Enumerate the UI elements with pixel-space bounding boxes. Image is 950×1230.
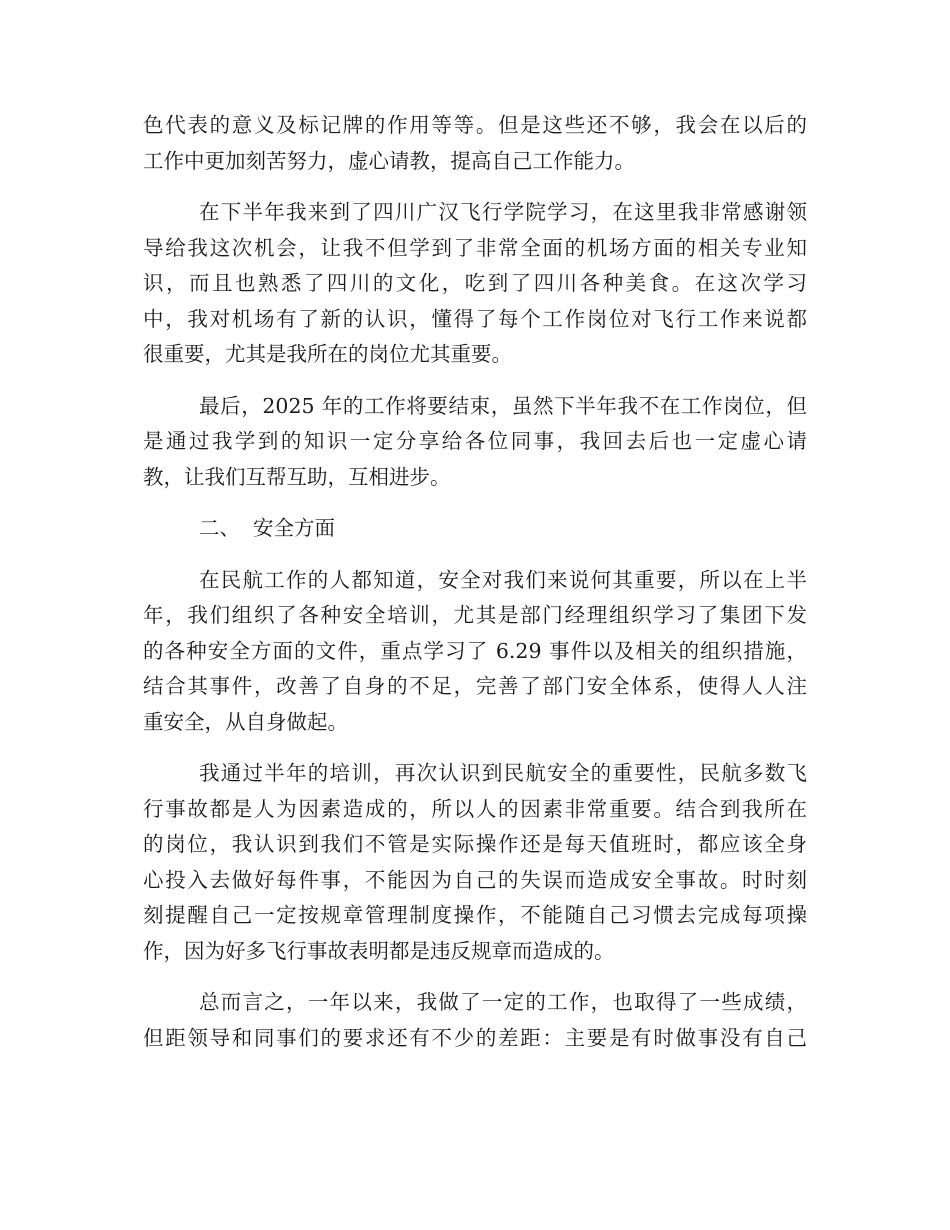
text-line: 导给我这次机会，让我不但学到了非常全面的机场方面的相关专业知 <box>143 235 807 260</box>
text-line: 工作中更加刻苦努力，虚心请教，提高自己工作能力。 <box>143 148 635 173</box>
paragraph <box>143 195 807 373</box>
text-line: 结合其事件，改善了自身的不足，完善了部门安全体系，使得人人注 <box>143 674 807 698</box>
text-line: 但距领导和同事们的要求还有不少的差距：主要是有时做事没有自己 <box>143 1025 807 1050</box>
document-body <box>143 108 807 1072</box>
text-line: 行事故都是人为因素造成的，所以人的因素非常重要。结合到我所在 <box>143 796 807 821</box>
text-line: 作，因为好多飞行事故表明都是违反规章而造成的。 <box>143 938 615 963</box>
text-line: 年，我们组织了各种安全培训，尤其是部门经理组织学习了集团下发 <box>143 603 807 627</box>
paragraph <box>143 563 807 741</box>
text-line: 识，而且也熟悉了四川的文化，吃到了四川各种美食。在这次学习 <box>143 271 807 295</box>
text-line: 在民航工作的人都知道，安全对我们来说何其重要，所以在上半 <box>199 567 807 592</box>
text-line: 色代表的意义及标记牌的作用等等。但是这些还不够，我会在以后的 <box>143 113 807 137</box>
text-line: 中，我对机场有了新的认识，懂得了每个工作岗位对飞行工作来说都 <box>143 306 807 331</box>
text-line: 我通过半年的培训，再次认识到民航安全的重要性，民航多数飞 <box>199 761 807 785</box>
heading-text: 二、 安全方面 <box>199 516 336 540</box>
paragraph <box>143 756 807 969</box>
text-line: 最后，2025 年的工作将要结束，虽然下半年我不在工作岗位，但 <box>199 393 807 418</box>
text-line: 的各种安全方面的文件，重点学习了 6.29 事件以及相关的组织措施， <box>143 638 807 663</box>
text-line: 心投入去做好每件事，不能因为自己的失误而造成安全事故。时时刻 <box>143 867 807 892</box>
paragraph <box>143 108 807 179</box>
paragraph <box>143 389 807 496</box>
text-line: 教，让我们互帮互助，互相进步。 <box>143 464 451 489</box>
section-heading <box>143 511 807 547</box>
text-line: 很重要，尤其是我所在的岗位尤其重要。 <box>143 342 512 366</box>
text-line: 是通过我学到的知识一定分享给各位同事，我回去后也一定虚心请 <box>143 429 807 453</box>
text-line: 刻提醒自己一定按规章管理制度操作，不能随自己习惯去完成每项操 <box>143 903 807 927</box>
text-line: 的岗位，我认识到我们不管是实际操作还是每天值班时，都应该全身 <box>143 832 807 856</box>
text-line: 总而言之，一年以来，我做了一定的工作，也取得了一些成绩， <box>199 990 807 1014</box>
text-line: 重安全，从自身做起。 <box>143 709 348 734</box>
paragraph <box>143 985 807 1056</box>
text-line: 在下半年我来到了四川广汉飞行学院学习，在这里我非常感谢领 <box>199 200 807 224</box>
